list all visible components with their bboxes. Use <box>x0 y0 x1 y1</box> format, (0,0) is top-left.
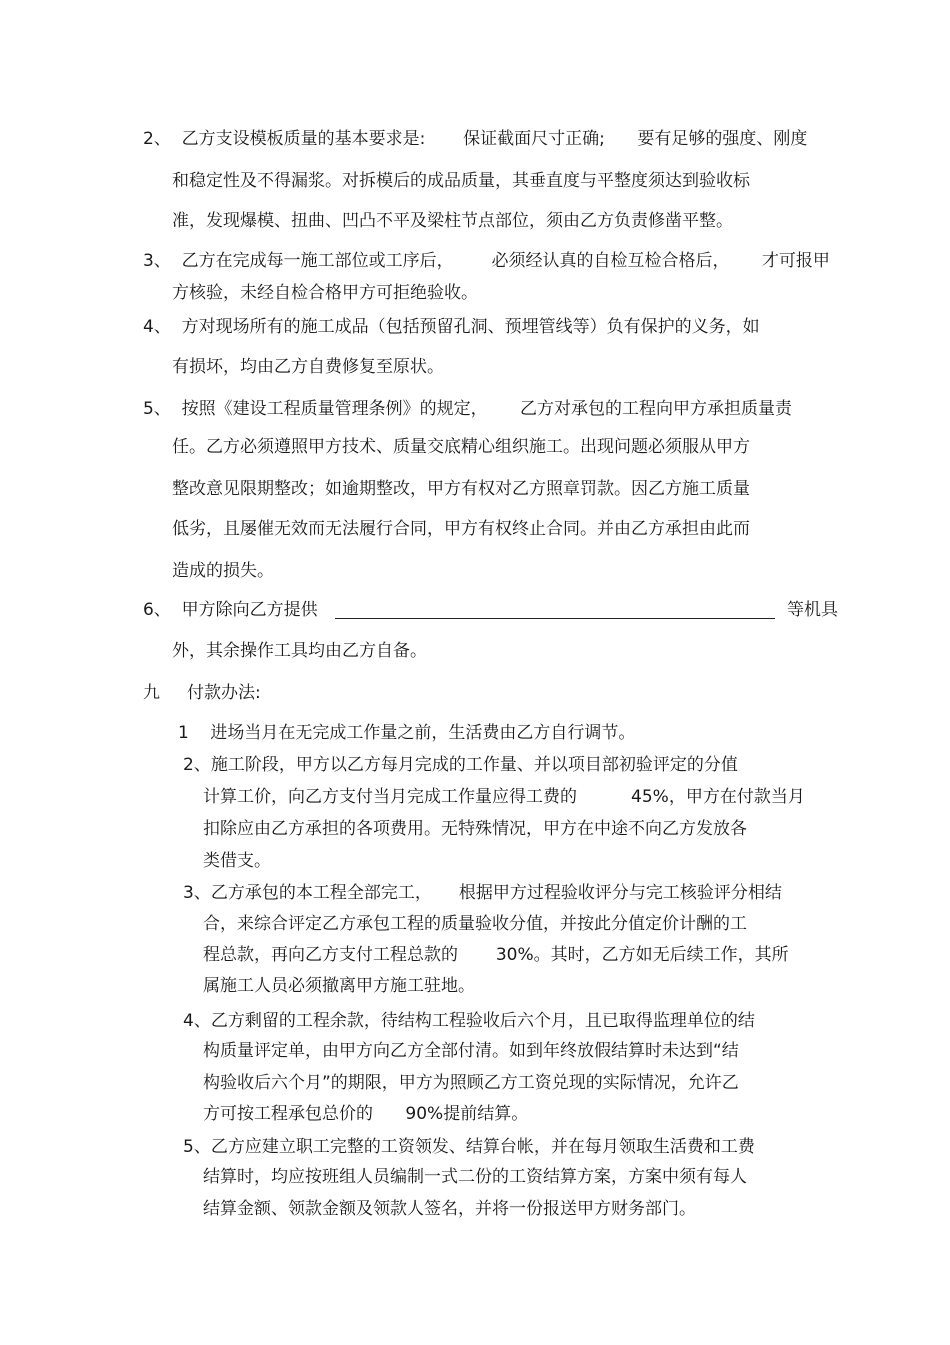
payment-5-line-3: 结算金额、领款金额及领款人签名，并将一份报送甲方财务部门。 <box>203 1199 696 1219</box>
clause-2-line-2: 和稳定性及不得漏浆。对拆模后的成品质量，其垂直度与平整度须达到验收标 <box>172 171 750 191</box>
payment-2-line-1: 2、施工阶段，甲方以乙方每月完成的工作量、并以项目部初验评定的分值 <box>183 755 738 775</box>
clause-6-line-2: 外，其余操作工具均由乙方自备。 <box>172 641 427 661</box>
clause-5-line-3: 整改意见限期整改；如逾期整改，甲方有权对乙方照章罚款。因乙方施工质量 <box>172 479 750 499</box>
payment-4-line-4: 方可按工程承包总价的 90%提前结算。 <box>203 1104 529 1124</box>
payment-3-line-3: 程总款，再向乙方支付工程总款的 30%。其时，乙方如无后续工作，其所 <box>203 945 789 965</box>
clause-2-line-1: 2、 乙方支设模板质量的基本要求是: 保证截面尺寸正确; 要有足够的强度、刚度 <box>143 129 808 149</box>
clause-3-line-1: 3、 乙方在完成每一施工部位或工序后， 必须经认真的自检互检合格后， 才可报甲 <box>143 251 830 271</box>
payment-4-line-3: 构验收后六个月”的期限，甲方为照顾乙方工资兑现的实际情况，允许乙 <box>203 1073 739 1093</box>
payment-2-line-4: 类借支。 <box>203 851 271 871</box>
payment-3-line-4: 属施工人员必须撤离甲方施工驻地。 <box>203 976 475 996</box>
payment-5-line-2: 结算时，均应按班组人员编制一式二份的工资结算方案，方案中须有每人 <box>203 1167 747 1187</box>
clause-2-line-3: 准，发现爆模、扭曲、凹凸不平及梁柱节点部位，须由乙方负责修凿平整。 <box>172 211 733 231</box>
clause-4-line-1: 4、 方对现场所有的施工成品（包括预留孔洞、预埋管线等）负有保护的义务，如 <box>143 317 760 337</box>
payment-2-line-2: 计算工价，向乙方支付当月完成工作量应得工费的 45%，甲方在付款当月 <box>203 787 805 807</box>
clause-3-line-2: 方核验，未经自检合格甲方可拒绝验收。 <box>172 283 478 303</box>
clause-5-line-4: 低劣，且屡催无效而无法履行合同，甲方有权终止合同。并由乙方承担由此而 <box>172 519 750 539</box>
clause-5-line-5: 造成的损失。 <box>172 561 274 581</box>
payment-5-line-1: 5、乙方应建立职工完整的工资领发、结算台帐，并在每月领取生活费和工费 <box>183 1137 755 1157</box>
clause-4-line-2: 有损坏，均由乙方自费修复至原状。 <box>172 357 444 377</box>
fill-in-blank-line <box>335 618 775 619</box>
clause-5-line-2: 任。乙方必须遵照甲方技术、质量交底精心组织施工。出现问题必须服从甲方 <box>172 437 750 457</box>
clause-6-line-1-end: 等机具 <box>787 600 838 620</box>
payment-3-line-2: 合，来综合评定乙方承包工程的质量验收分值，并按此分值定价计酬的工 <box>203 914 747 934</box>
payment-4-line-2: 构质量评定单，由甲方向乙方全部付清。如到年终放假结算时未达到“结 <box>203 1041 739 1061</box>
payment-2-line-3: 扣除应由乙方承担的各项费用。无特殊情况，甲方在中途不向乙方发放各 <box>203 819 747 839</box>
clause-6-line-1: 6、 甲方除向乙方提供 <box>143 600 318 620</box>
payment-4-line-1: 4、乙方剩留的工程余款，待结构工程验收后六个月，且已取得监理单位的结 <box>183 1011 755 1031</box>
payment-1-line-1: 1 进场当月在无完成工作量之前，生活费由乙方自行调节。 <box>178 723 636 743</box>
section-9-heading: 九 付款办法: <box>143 683 261 703</box>
payment-3-line-1: 3、乙方承包的本工程全部完工， 根据甲方过程验收评分与完工核验评分相结 <box>183 883 782 903</box>
clause-5-line-1: 5、 按照《建设工程质量管理条例》的规定， 乙方对承包的工程向甲方承担质量责 <box>143 399 793 419</box>
